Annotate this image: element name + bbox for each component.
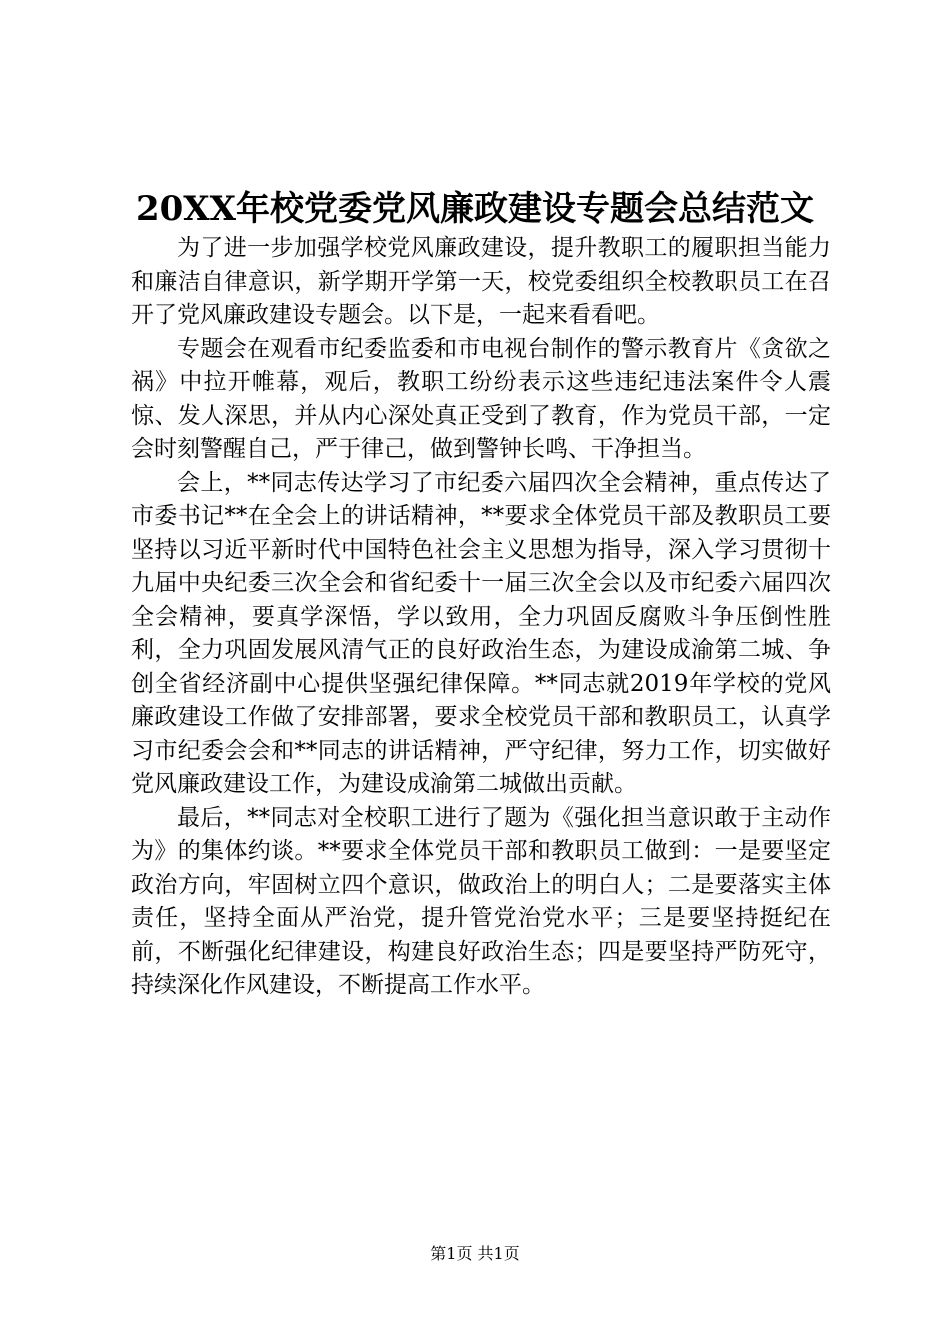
paragraph-meeting: 会上，**同志传达学习了市纪委六届四次全会精神，重点传达了市委书记**在全会上的讲话精神，**要求全体党员干部及教职员工要坚持以习近平新时代中国特色社会主义思想为指导，深入学习贯彻十九届中央纪委三次全会和省纪委十一届三次全会以及市纪委六届四次全会精神，要真学深悟，学以致用，全力巩固反腐败斗争压倒性胜利，全力巩固发展风清气正的良好政治生态，为建设成渝第二城、争创全省经济副中心提供坚强纪律保障。**同志就2019年学校的党风廉政建设工作做了安排部署，要求全校党员干部和教职员工，认真学习市纪委会会和**同志的讲话精神，严守纪律，努力工作，切实做好党风廉政建设工作，为建设成渝第二城做出贡献。 xyxy=(131,469,831,797)
paragraph-conclusion: 最后，**同志对全校职工进行了题为《强化担当意识敢于主动作为》的集体约谈。**要求全体党员干部和教职员工做到：一是要坚定政治方向，牢固树立四个意识，做政治上的明白人；二是要落实主体责任，坚持全面从严治党，提升管党治党水平；三是要坚持挺纪在前，不断强化纪律建设，构建良好政治生态；四是要坚持严防死守，持续深化作风建设，不断提高工作水平。 xyxy=(131,804,831,998)
paragraph-video: 专题会在观看市纪委监委和市电视台制作的警示教育片《贪欲之祸》中拉开帷幕，观后，教职工纷纷表示这些违纪违法案件令人震惊、发人深思，并从内心深处真正受到了教育，作为党员干部，一定会时刻警醒自己，严于律己，做到警钟长鸣、干净担当。 xyxy=(131,335,831,462)
paragraph-intro: 为了进一步加强学校党风廉政建设，提升教职工的履职担当能力和廉洁自律意识，新学期开学第一天，校党委组织全校教职员工在召开了党风廉政建设专题会。以下是，一起来看看吧。 xyxy=(131,235,831,328)
document-title: 20XX年校党委党风廉政建设专题会总结范文 xyxy=(135,189,815,229)
document-body xyxy=(131,232,831,1003)
page-indicator: 第1页 共1页 xyxy=(430,1244,520,1263)
